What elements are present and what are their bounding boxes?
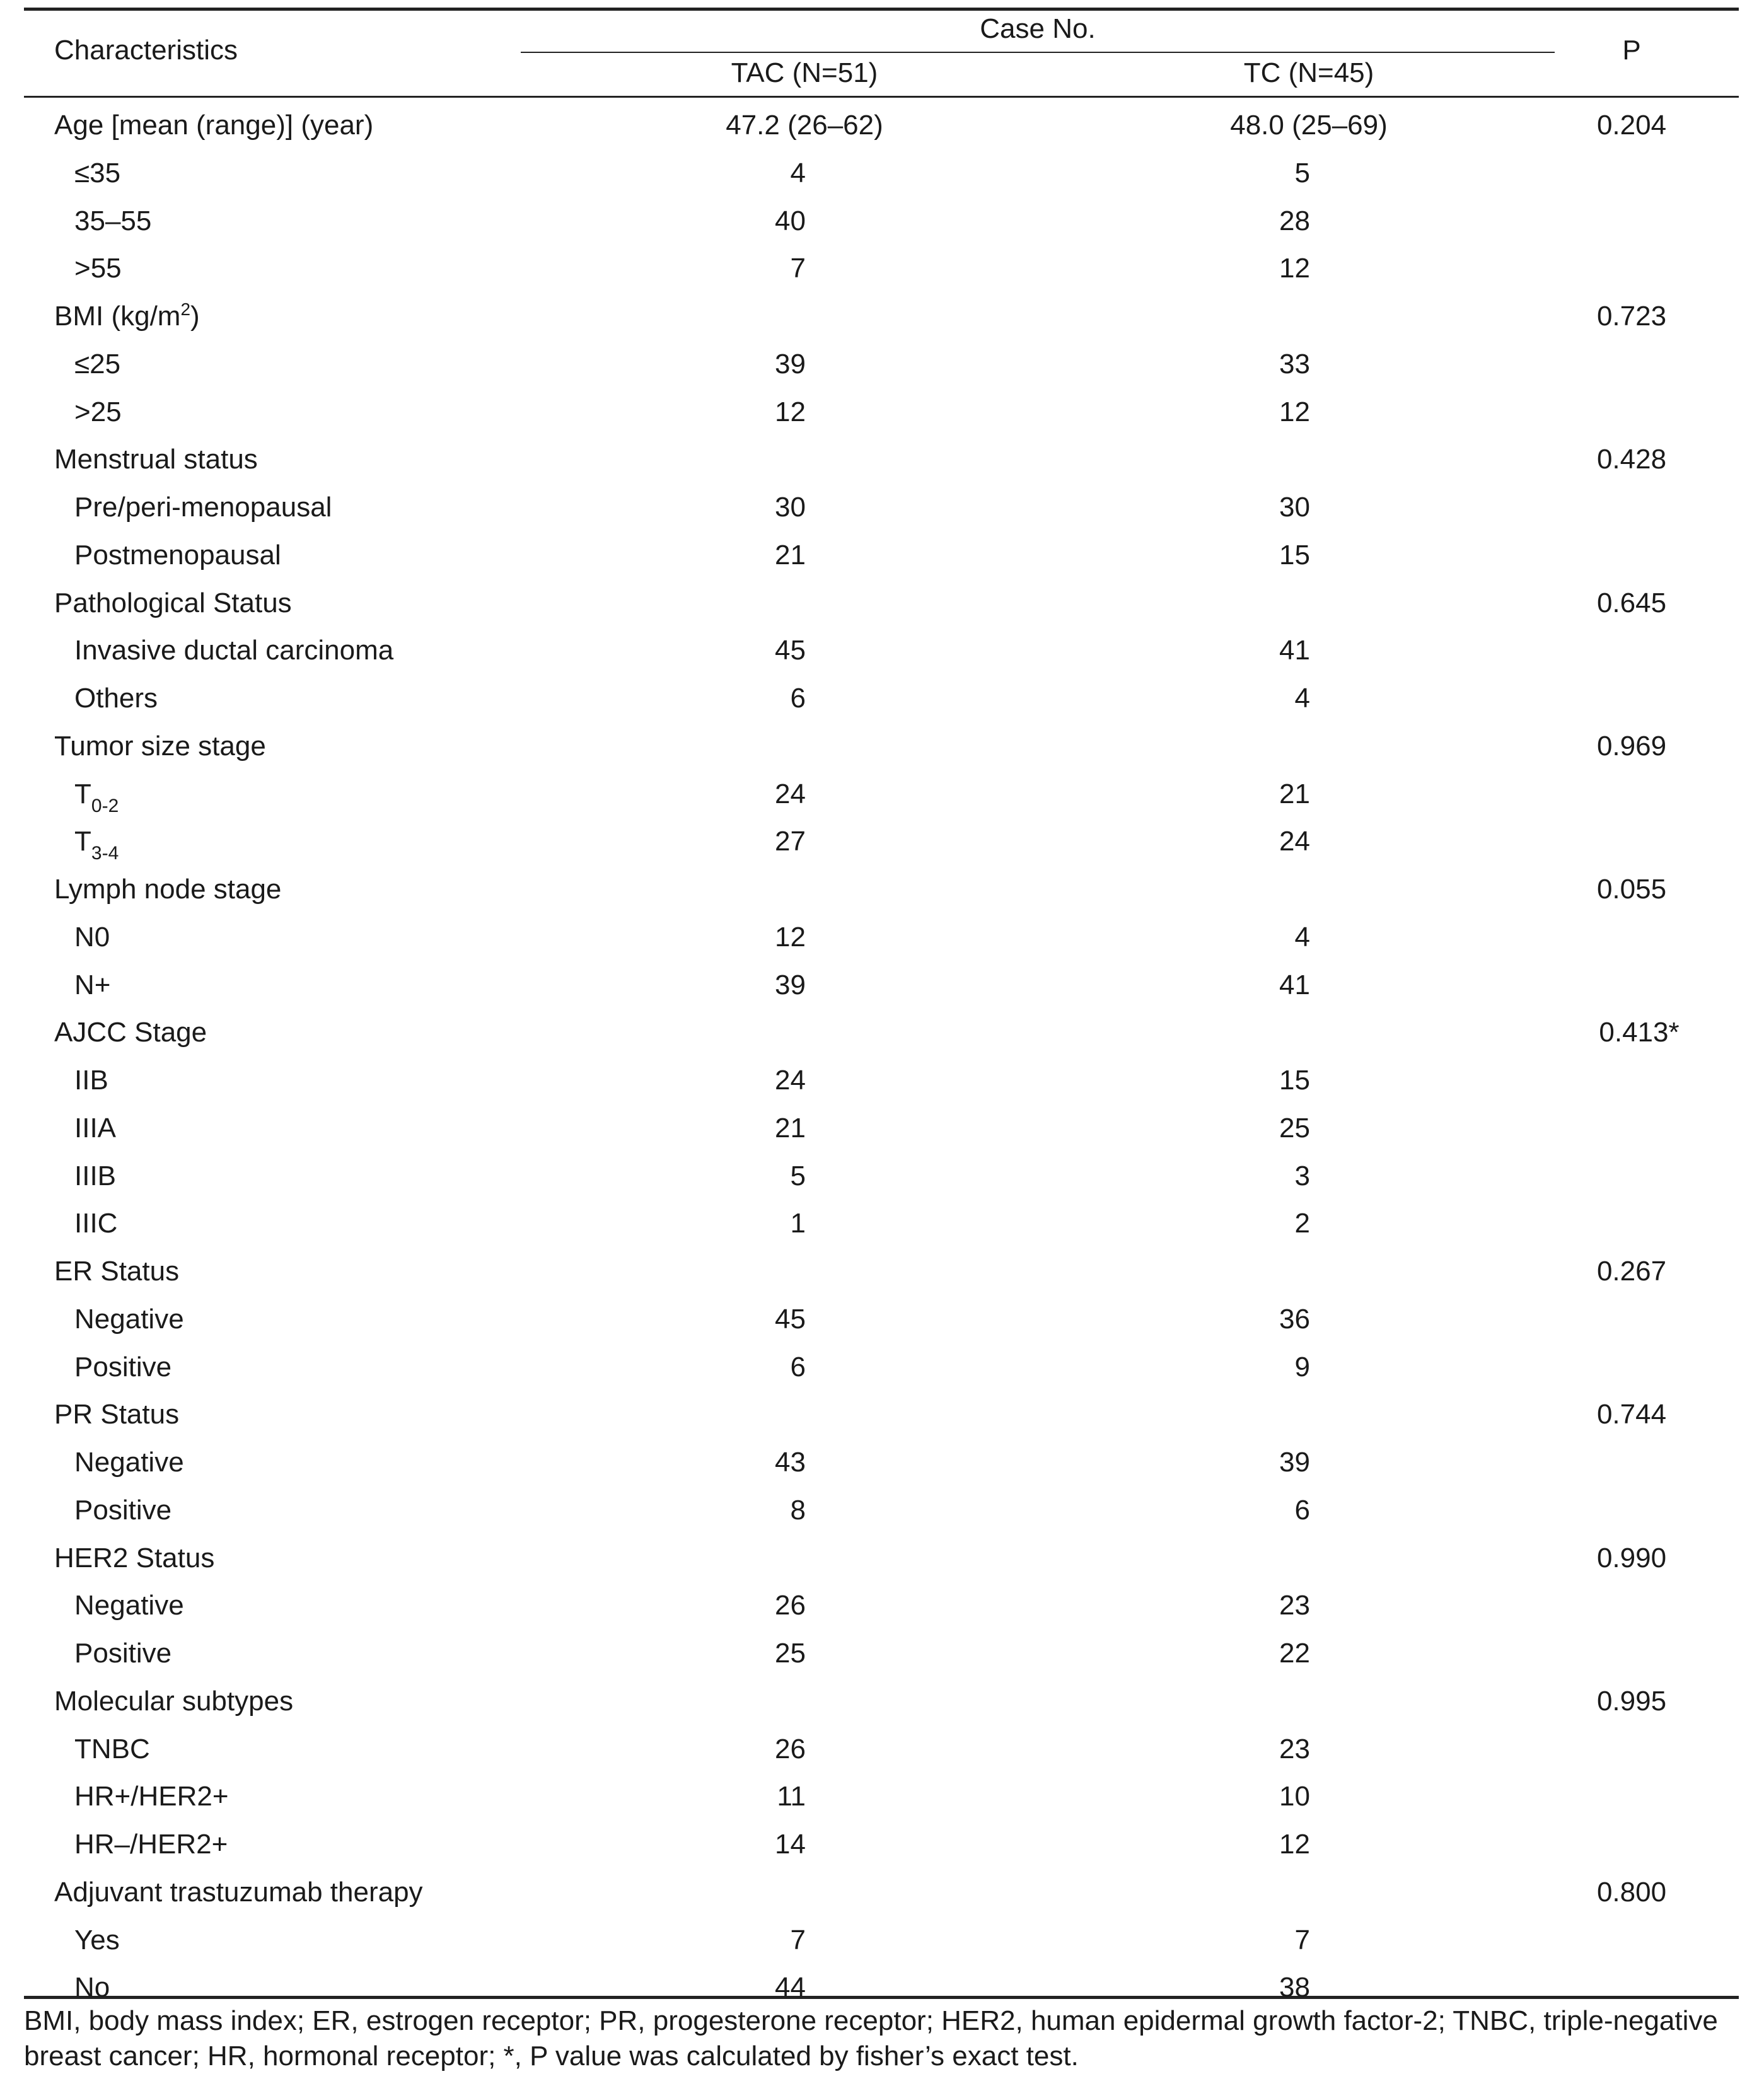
tc-value: 22: [1279, 1638, 1310, 1669]
row-label: $T_{0-2}$: [74, 778, 119, 816]
row-label: IIIA: [74, 1112, 117, 1144]
tac-value: 11: [777, 1781, 806, 1812]
header-tac: TAC (N=51): [731, 57, 878, 88]
tac-value: 24: [775, 778, 806, 809]
tac-value: 12: [775, 396, 806, 427]
tc-value: 41: [1279, 635, 1310, 666]
p-value: 0.969: [1596, 730, 1667, 762]
row-label: HR+/HER2+: [74, 1781, 229, 1812]
tac-value: 47.2 (26–62): [726, 110, 883, 141]
row-label: BMI $(kg/m^2)$: [54, 299, 200, 332]
tac-value: 8: [790, 1494, 806, 1526]
row-label: 35–55: [74, 205, 152, 236]
table-row: [24, 1726, 1739, 1774]
table-row: [24, 1153, 1739, 1201]
tc-value: 15: [1279, 1065, 1310, 1096]
tc-value: 12: [1279, 253, 1310, 284]
table-row: [24, 1630, 1739, 1678]
table-row: [24, 532, 1739, 580]
table-row: [24, 1439, 1739, 1487]
row-label: Positive: [74, 1351, 172, 1382]
tc-value: 24: [1279, 826, 1310, 857]
row-label: Pathological Status: [54, 587, 292, 618]
row-label: Postmenopausal: [74, 539, 281, 571]
header-characteristics: Characteristics: [54, 35, 238, 66]
tac-value: 43: [775, 1447, 806, 1478]
tc-value: 30: [1279, 492, 1310, 523]
row-label: >55: [74, 253, 122, 284]
table-row: [24, 580, 1739, 628]
row-label: Others: [74, 683, 158, 714]
row-label: No: [74, 1972, 110, 2003]
row-label: ≤35: [74, 157, 121, 188]
table-row: [24, 1487, 1739, 1535]
row-label: Positive: [74, 1494, 172, 1526]
row-label: Negative: [74, 1303, 184, 1335]
p-value: 0.204: [1596, 110, 1667, 141]
tac-value: 21: [775, 539, 806, 571]
row-label: ≤25: [74, 348, 121, 379]
p-value: 0.267: [1596, 1256, 1667, 1287]
tac-value: 24: [775, 1065, 806, 1096]
table-footnote: BMI, body mass index; ER, estrogen receptor; PR, progesterone receptor; HER2, human epidermal growth factor-2; TNBC, triple-negative breast cancer; HR, hormonal receptor; *, P value was calculated by fisher’s exact test.: [24, 2005, 1718, 2071]
table-row: [24, 341, 1739, 389]
tac-value: 21: [775, 1112, 806, 1144]
tac-value: 45: [775, 1303, 806, 1335]
tac-value: 30: [775, 492, 806, 523]
table-row: [24, 1917, 1739, 1965]
tc-value: 2: [1294, 1208, 1310, 1239]
table-row: [24, 1009, 1739, 1057]
tc-value: 15: [1279, 539, 1310, 571]
tc-value: 38: [1279, 1972, 1310, 2003]
tc-value: 41: [1279, 969, 1310, 1000]
tc-value: 36: [1279, 1303, 1310, 1335]
tac-value: 27: [775, 826, 806, 857]
tac-value: 45: [775, 635, 806, 666]
row-label: Pre/peri-menopausal: [74, 492, 332, 523]
table-row: [24, 484, 1739, 532]
table-row: [24, 723, 1739, 771]
table-row: [24, 1200, 1739, 1248]
table-row: [24, 1344, 1739, 1392]
header-bottom-rule: [24, 96, 1739, 98]
tc-value: 25: [1279, 1112, 1310, 1144]
tac-value: 5: [790, 1160, 806, 1191]
row-label: PR Status: [54, 1399, 180, 1430]
table-row: [24, 1391, 1739, 1439]
tc-value: 6: [1294, 1494, 1310, 1526]
table-row: [24, 914, 1739, 962]
row-label: IIIB: [74, 1160, 117, 1191]
row-label: Negative: [74, 1447, 184, 1478]
row-label: Invasive ductal carcinoma: [74, 635, 394, 666]
tc-value: 7: [1294, 1924, 1310, 1955]
tc-value: 3: [1294, 1160, 1310, 1191]
table-row: [24, 102, 1739, 150]
tc-value: 33: [1279, 348, 1310, 379]
header-tc: TC (N=45): [1243, 57, 1374, 88]
table-row: [24, 866, 1739, 914]
tc-value: 21: [1279, 778, 1310, 809]
p-value: 0.428: [1596, 444, 1667, 475]
table-row: [24, 675, 1739, 723]
table-row: [24, 1821, 1739, 1869]
table-row: [24, 1535, 1739, 1583]
case-no-underline: [521, 52, 1555, 53]
p-value: 0.723: [1596, 301, 1667, 332]
tac-value: 6: [790, 1351, 806, 1382]
tc-value: 23: [1279, 1590, 1310, 1621]
table-row: [24, 627, 1739, 675]
tac-value: 6: [790, 683, 806, 714]
row-label: Positive: [74, 1638, 172, 1669]
tac-value: 7: [790, 1924, 806, 1955]
table-row: [24, 1678, 1739, 1726]
table-row: [24, 771, 1739, 819]
tac-value: 7: [790, 253, 806, 284]
row-label: Yes: [74, 1924, 120, 1955]
p-value: 0.995: [1596, 1685, 1667, 1717]
row-label: ER Status: [54, 1256, 180, 1287]
table-row: [24, 436, 1739, 484]
row-label: N+: [74, 969, 111, 1000]
table-row: [24, 198, 1739, 246]
tc-value: 10: [1279, 1781, 1310, 1812]
table-row: [24, 1582, 1739, 1630]
tc-value: 23: [1279, 1733, 1310, 1764]
row-label: TNBC: [74, 1733, 150, 1764]
row-label: Age [mean (range)] (year): [54, 110, 374, 141]
tc-value: 48.0 (25–69): [1230, 110, 1388, 141]
row-label: Lymph node stage: [54, 874, 282, 905]
tac-value: 1: [790, 1208, 806, 1239]
table-row: [24, 818, 1739, 866]
tc-value: 4: [1294, 683, 1310, 714]
tc-value: 12: [1279, 1829, 1310, 1860]
tac-value: 40: [775, 205, 806, 236]
tac-value: 26: [775, 1590, 806, 1621]
row-label: Molecular subtypes: [54, 1685, 294, 1717]
tc-value: 12: [1279, 396, 1310, 427]
tc-value: 9: [1294, 1351, 1310, 1382]
p-value: 0.055: [1596, 874, 1667, 905]
row-label: Adjuvant trastuzumab therapy: [54, 1876, 423, 1908]
p-value: 0.744: [1596, 1399, 1667, 1430]
row-label: N0: [74, 921, 110, 953]
tac-value: 26: [775, 1733, 806, 1764]
table-row: [24, 389, 1739, 437]
row-label: Tumor size stage: [54, 730, 266, 762]
tac-value: 14: [775, 1829, 806, 1860]
row-label: HR–/HER2+: [74, 1829, 228, 1860]
p-value: 0.645: [1596, 587, 1667, 618]
row-label: Menstrual status: [54, 444, 258, 475]
tac-value: 39: [775, 348, 806, 379]
tc-value: 39: [1279, 1447, 1310, 1478]
table-top-rule: [24, 8, 1739, 11]
table-row: [24, 245, 1739, 293]
row-label: IIIC: [74, 1208, 118, 1239]
p-value: 0.413*: [1599, 1017, 1680, 1048]
row-label: AJCC Stage: [54, 1017, 207, 1048]
header-case-no: Case No.: [980, 13, 1096, 44]
table-row: [24, 1105, 1739, 1153]
header-p: P: [1622, 35, 1641, 66]
table-row: [24, 1057, 1739, 1105]
tac-value: 39: [775, 969, 806, 1000]
table-row: [24, 1248, 1739, 1296]
p-value: 0.800: [1596, 1876, 1667, 1908]
row-label: IIB: [74, 1065, 108, 1096]
p-value: 0.990: [1596, 1542, 1667, 1573]
table-row: [24, 293, 1739, 341]
table-row: [24, 1773, 1739, 1821]
table-row: [24, 1869, 1739, 1917]
tac-value: 4: [790, 157, 806, 188]
table-row: [24, 1296, 1739, 1344]
table-row: [24, 150, 1739, 198]
row-label: HER2 Status: [54, 1542, 215, 1573]
tac-value: 25: [775, 1638, 806, 1669]
row-label: $T_{3-4}$: [74, 826, 119, 864]
tc-value: 4: [1294, 921, 1310, 953]
tc-value: 5: [1294, 157, 1310, 188]
tac-value: 12: [775, 921, 806, 953]
tc-value: 28: [1279, 205, 1310, 236]
row-label: Negative: [74, 1590, 184, 1621]
tac-value: 44: [775, 1972, 806, 2003]
table-row: [24, 962, 1739, 1010]
row-label: >25: [74, 396, 122, 427]
